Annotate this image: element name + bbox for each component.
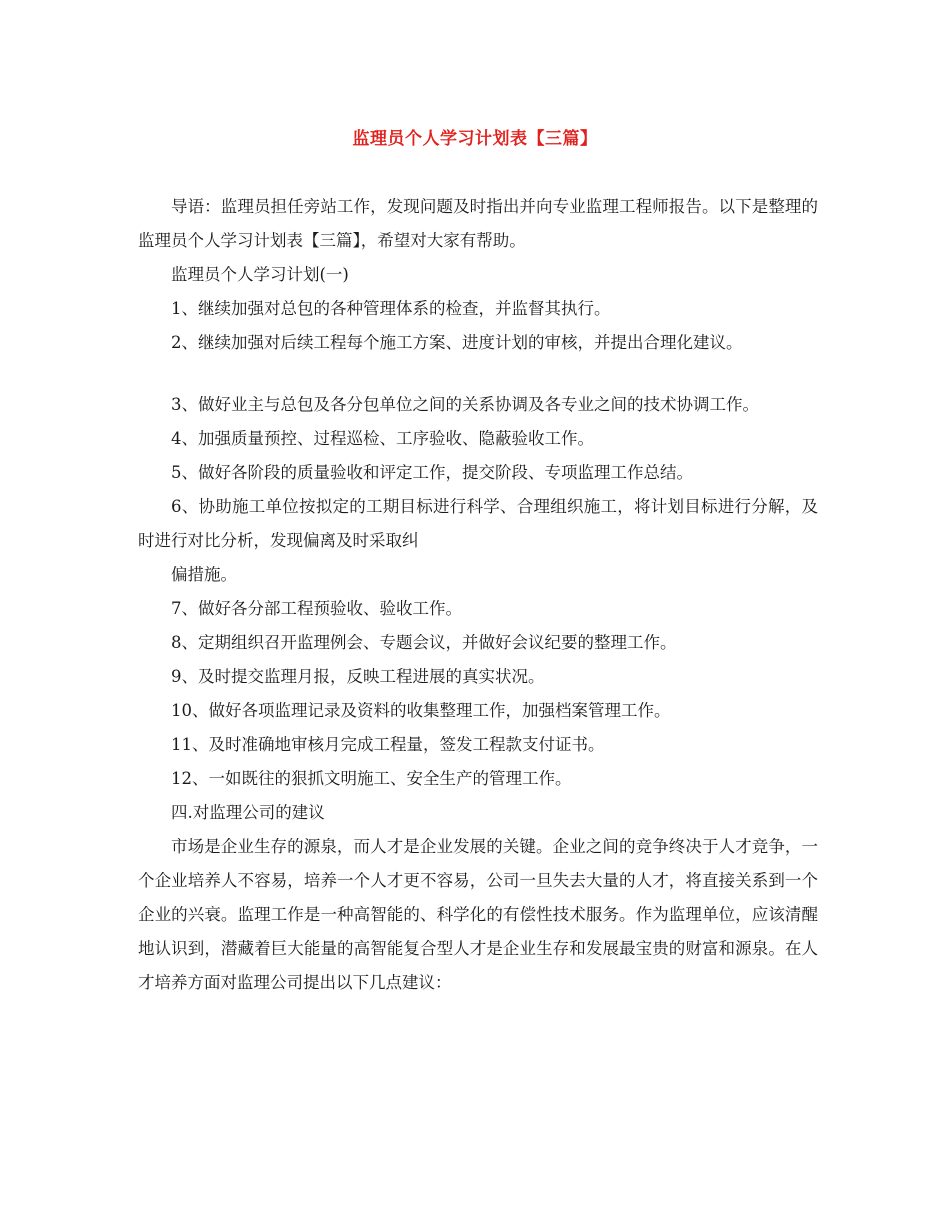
list-item: 6、协助施工单位按拟定的工期目标进行科学、合理组织施工，将计划目标进行分解，及时进行对比分析，发现偏离及时采取纠 <box>138 497 818 550</box>
list-item: 11、及时准确地审核月完成工程量，签发工程款支付证书。 <box>171 735 605 754</box>
document-title: 监理员个人学习计划表【三篇】 <box>352 129 598 149</box>
list-item: 9、及时提交监理月报，反映工程进展的真实状况。 <box>171 667 545 686</box>
list-item: 12、一如既往的狠抓文明施工、安全生产的管理工作。 <box>171 769 572 788</box>
list-item: 8、定期组织召开监理例会、专题会议，并做好会议纪要的整理工作。 <box>171 633 677 652</box>
list-item: 1、继续加强对总包的各种管理体系的检查，并监督其执行。 <box>171 299 611 318</box>
intro-paragraph: 导语：监理员担任旁站工作，发现问题及时指出并向专业监理工程师报告。以下是整理的监理员个人学习计划表【三篇】，希望对大家有帮助。 <box>138 197 818 250</box>
body-paragraph: 市场是企业生存的源泉，而人才是企业发展的关键。企业之间的竞争终决于人才竞争，一个企业培养人不容易，培养一个人才更不容易，公司一旦失去大量的人才，将直接关系到一个企业的兴衰。监理工作是一种高智能的、科学化的有偿性技术服务。作为监理单位，应该清醒地认识到，潜藏着巨大能量的高智能复合型人才是企业生存和发展最宝贵的财富和源泉。在人才培养方面对监理公司提出以下几点建议： <box>138 837 818 992</box>
blank-gap <box>138 360 818 388</box>
list-item: 10、做好各项监理记录及资料的收集整理工作，加强档案管理工作。 <box>171 701 671 720</box>
section-heading: 四.对监理公司的建议 <box>171 803 325 822</box>
list-item: 2、继续加强对后续工程每个施工方案、进度计划的审核，并提出合理化建议。 <box>171 333 743 352</box>
list-item: 4、加强质量预控、过程巡检、工序验收、隐蔽验收工作。 <box>171 429 594 448</box>
document-body <box>138 190 818 1000</box>
list-item: 7、做好各分部工程预验收、验收工作。 <box>171 599 462 618</box>
section-heading: 监理员个人学习计划(一) <box>171 265 349 284</box>
list-item: 3、做好业主与总包及各分包单位之间的关系协调及各专业之间的技术协调工作。 <box>171 395 759 414</box>
list-item-continuation: 偏措施。 <box>171 565 237 584</box>
list-item: 5、做好各阶段的质量验收和评定工作，提交阶段、专项监理工作总结。 <box>171 463 693 482</box>
